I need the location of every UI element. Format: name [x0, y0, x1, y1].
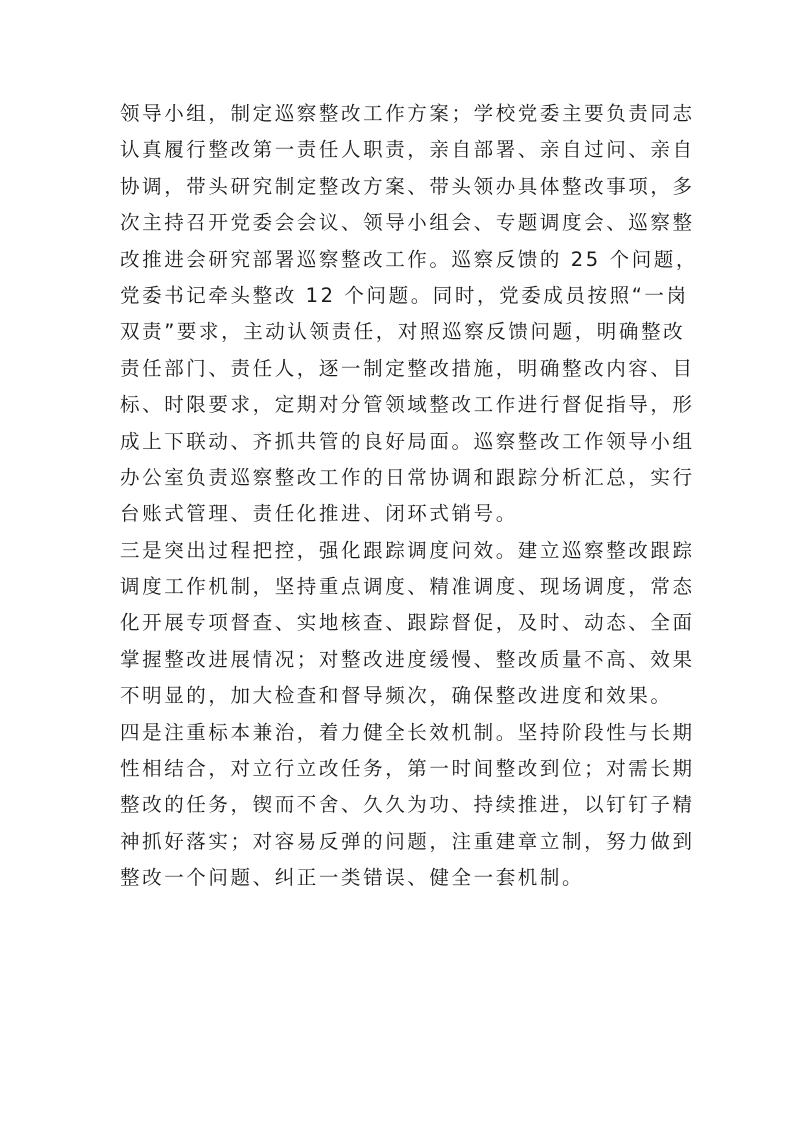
text-line: 不明显的，加大检查和督导频次，确保整改进度和效果。 — [120, 684, 673, 708]
text-line: 标、时限要求，定期对分管领域整改工作进行督促指导，形 — [120, 393, 695, 417]
body-text — [120, 96, 699, 897]
text-line: 双责”要求，主动认领责任，对照巡察反馈问题，明确整改 — [120, 320, 686, 344]
text-line: 责任部门、责任人，逐一制定整改措施，明确整改内容、目 — [120, 356, 695, 380]
text-line: 化开展专项督查、实地核查、跟踪督促，及时、动态、全面 — [120, 611, 695, 635]
text-line: 领导小组，制定巡察整改工作方案；学校党委主要负责同志 — [120, 102, 695, 125]
text-line: 党委书记牵头整改 12 个问题。同时，党委成员按照“一岗 — [120, 283, 689, 307]
text-line: 台账式管理、责任化推进、闭环式销号。 — [120, 502, 518, 526]
text-line: 四是注重标本兼治，着力健全长效机制。坚持阶段性与长期 — [120, 720, 695, 744]
text-line: 成上下联动、齐抓共管的良好局面。巡察整改工作领导小组 — [120, 429, 695, 453]
text-line: 办公室负责巡察整改工作的日常协调和跟踪分析汇总，实行 — [120, 465, 695, 489]
text-line: 协调，带头研究制定整改方案、带头领办具体整改事项，多 — [120, 174, 695, 198]
text-line: 调度工作机制，坚持重点调度、精准调度、现场调度，常态 — [120, 575, 695, 599]
text-line: 掌握整改进展情况；对整改进度缓慢、整改质量不高、效果 — [120, 647, 695, 671]
text-line: 改推进会研究部署巡察整改工作。巡察反馈的 25 个问题， — [120, 247, 699, 271]
text-line: 神抓好落实；对容易反弹的问题，注重建章立制，努力做到 — [120, 829, 695, 853]
text-line: 性相结合，对立行立改任务，第一时间整改到位；对需长期 — [120, 757, 695, 781]
text-line: 整改的任务，锲而不舍、久久为功、持续推进，以钉钉子精 — [120, 793, 695, 817]
text-line: 认真履行整改第一责任人职责，亲自部署、亲自过问、亲自 — [120, 138, 695, 162]
text-line: 三是突出过程把控，强化跟踪调度问效。建立巡察整改跟踪 — [120, 538, 695, 562]
text-line: 整改一个问题、纠正一类错误、健全一套机制。 — [120, 866, 585, 890]
text-line: 次主持召开党委会会议、领导小组会、专题调度会、巡察整 — [120, 211, 695, 235]
